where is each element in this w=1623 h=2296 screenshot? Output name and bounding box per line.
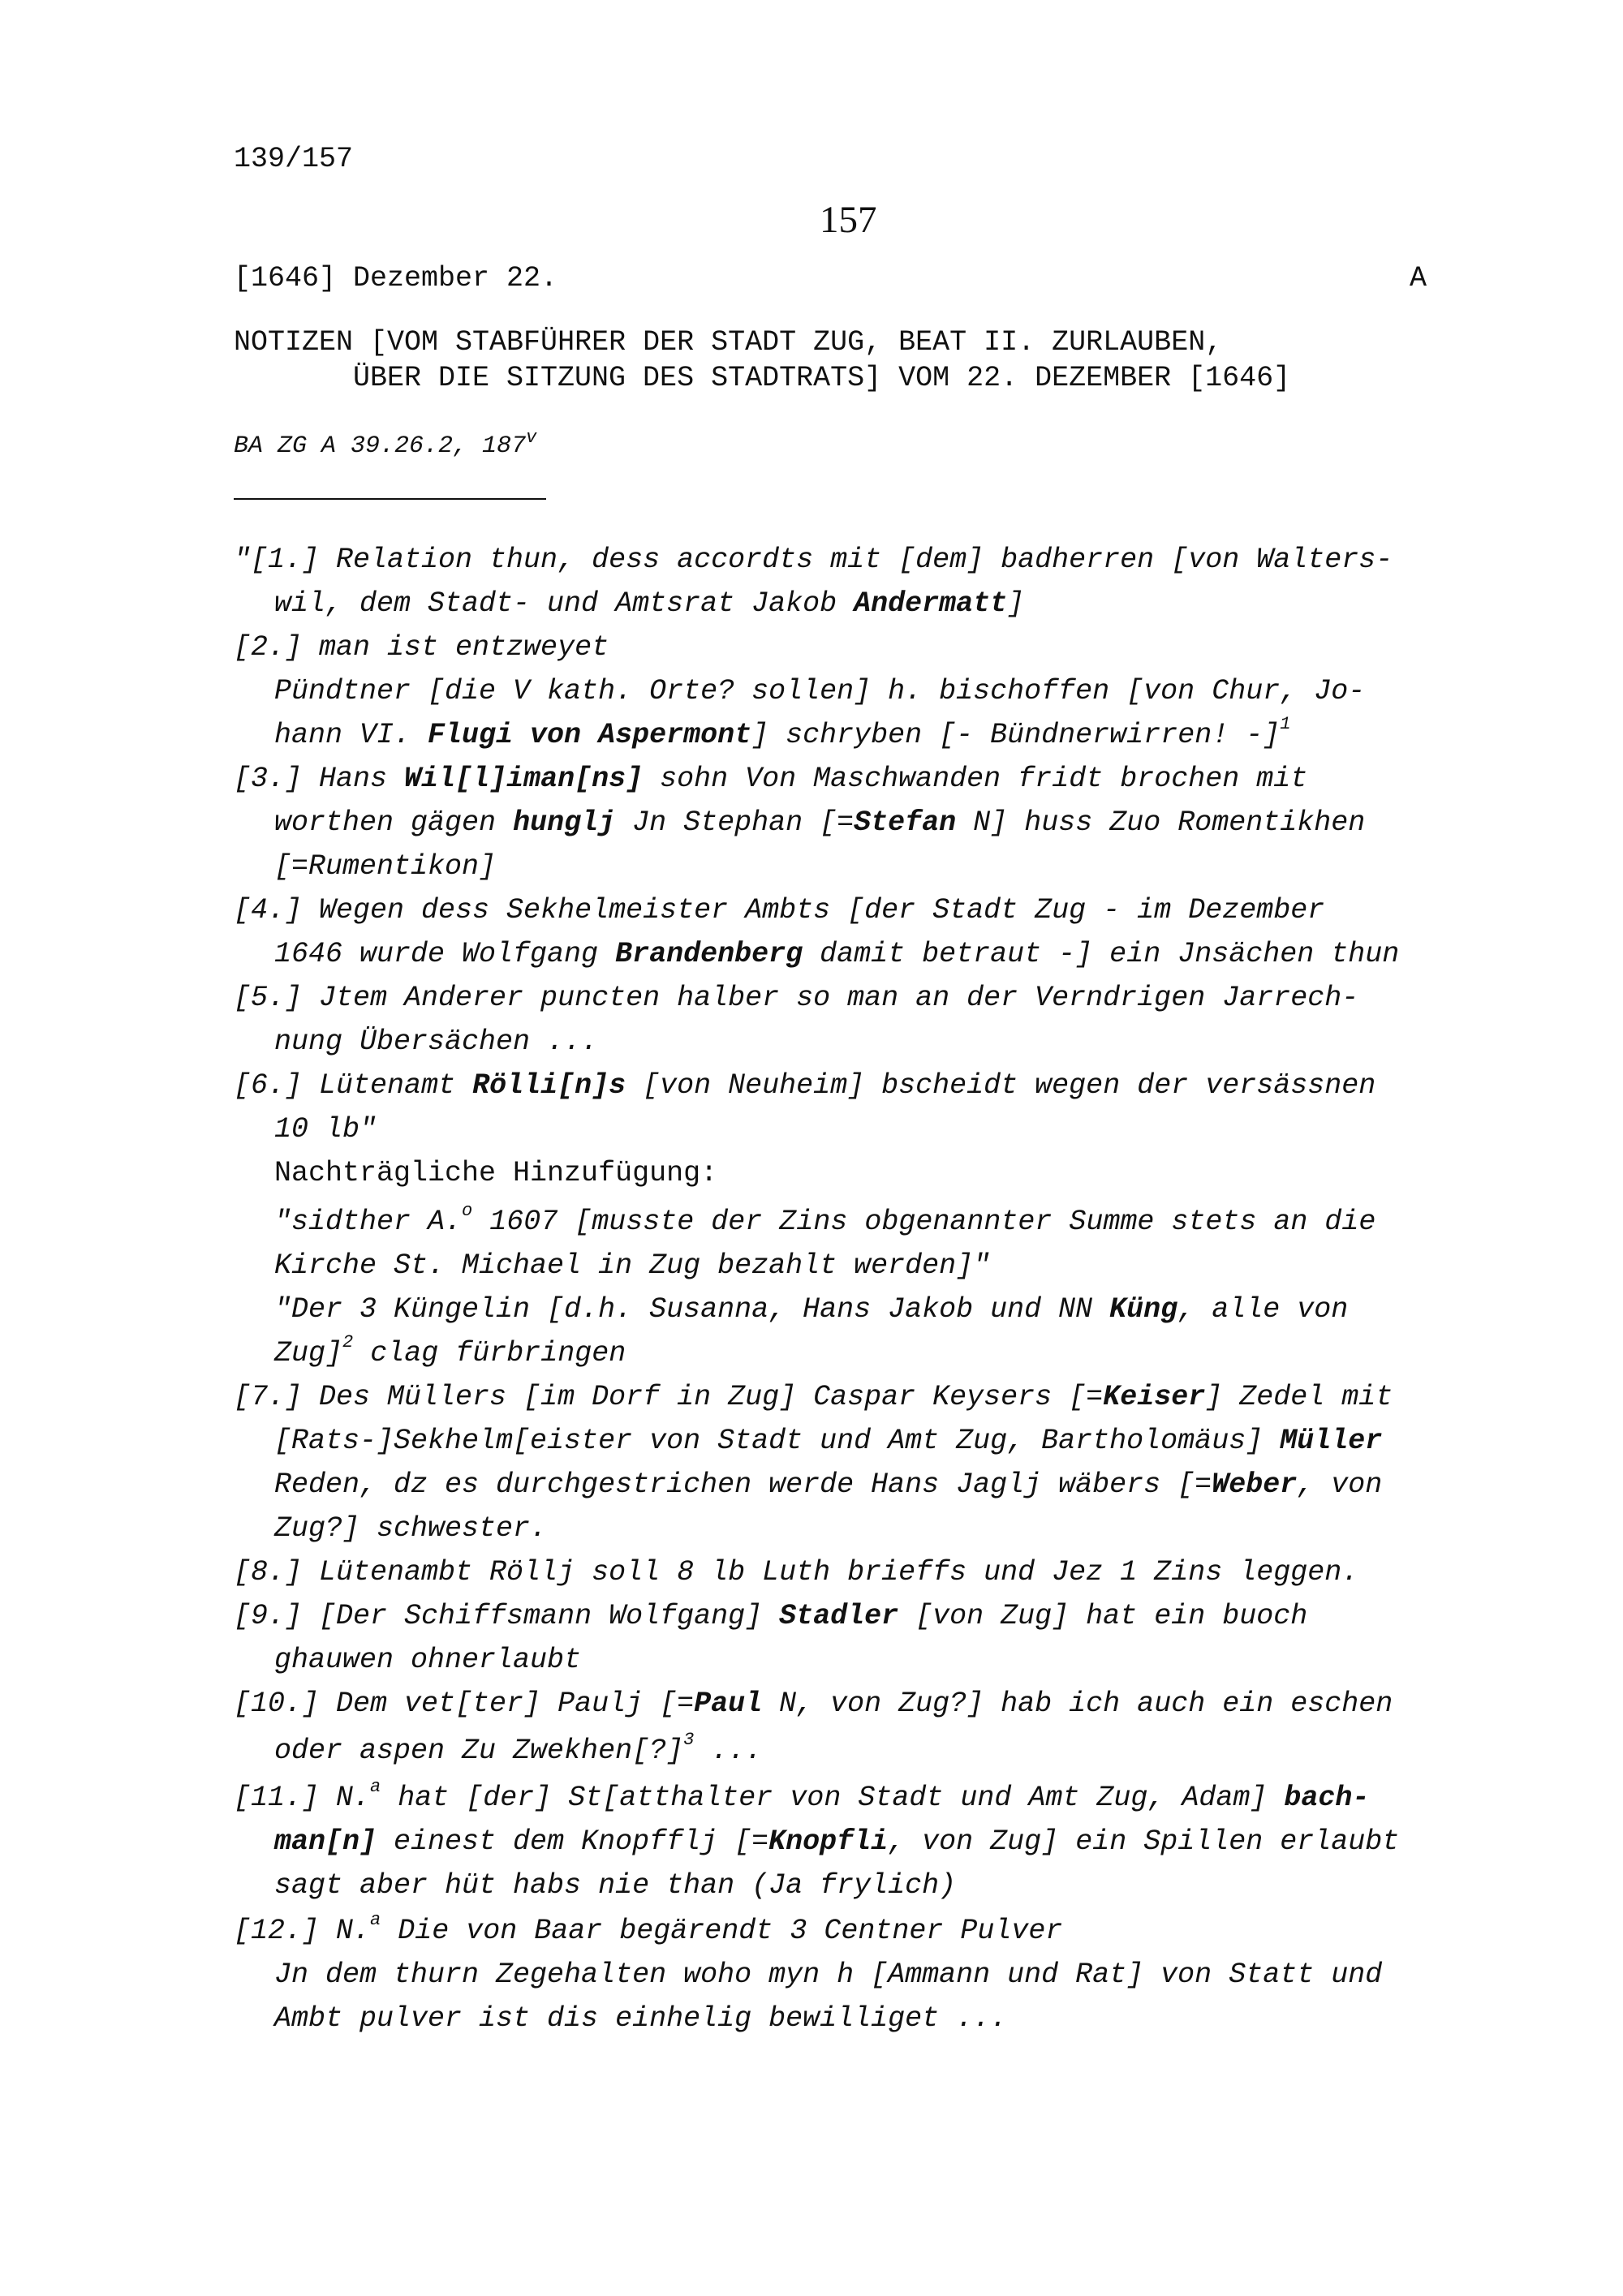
entry-5-line-2: nung Übersächen ... <box>274 1025 599 1058</box>
addition-line-2: Kirche St. Michael in Zug bezahlt werden]" <box>274 1249 991 1282</box>
entry-7-line-1: [7.] Des Müllers [im Dorf in Zug] Caspar Keysers [=Keiser] Zedel mit <box>234 1381 1393 1413</box>
entry-9-line-1: [9.] [Der Schiffsmann Wolfgang] Stadler [von Zug] hat ein buoch <box>234 1600 1308 1632</box>
addition-line-3: "Der 3 Küngelin [d.h. Susanna, Hans Jakob und NN Küng, alle von <box>274 1293 1349 1326</box>
entry-6-line-2: 10 lb" <box>274 1113 377 1146</box>
entry-7-line-3: Reden, dz es durchgestrichen werde Hans Jaglj wäbers [=Weber, von <box>274 1468 1383 1501</box>
entry-2-line-3: hann VI. Flugi von Aspermont] schryben [- Bündnerwirren! -]$^1$ <box>274 714 1291 751</box>
entry-10-line-2: oder aspen Zu Zwekhen[?]$^3$ ... <box>274 1730 763 1767</box>
entry-7-line-2: [Rats-]Sekhelm[eister von Stadt und Amt Zug, Bartholomäus] Müller <box>274 1425 1383 1457</box>
person-name-andermatt: Andermatt <box>854 587 1008 620</box>
entry-3-line-3: [=Rumentikon] <box>274 850 497 883</box>
entry-3-line-1: [3.] Hans Wil[l]iman[ns] sohn Von Maschwanden fridt brochen mit <box>234 763 1308 795</box>
entry-5-line-1: [5.] Jtem Anderer puncten halber so man an der Verndrigen Jarrech- <box>234 982 1359 1014</box>
entry-4-line-1: [4.] Wegen dess Sekhelmeister Ambts [der Stadt Zug - im Dezember <box>234 894 1325 927</box>
entry-3-line-2: worthen gägen hunglj Jn Stephan [=Stefan N] huss Zuo Romentikhen <box>274 806 1366 839</box>
footnote-marker-3: 3 <box>683 1730 695 1750</box>
date-line: [1646] Dezember 22. <box>234 262 558 295</box>
entry-12-line-3: Ambt pulver ist dis einhelig bewilliget ... <box>274 2002 1008 2035</box>
title-line-2: ÜBER DIE SITZUNG DES STADTRATS] VOM 22. DEZEMBER [1646] <box>353 362 1291 394</box>
entry-7-line-4: Zug?] schwester. <box>274 1512 548 1545</box>
entry-12-line-2: Jn dem thurn Zegehalten woho myn h [Ammann und Rat] von Statt und <box>274 1958 1383 1991</box>
entry-12-line-1: [12.] N.$^a$ Die von Baar begärendt 3 Centner Pulver <box>234 1910 1063 1947</box>
separator-rule <box>234 498 546 500</box>
footnote-marker-2: 2 <box>342 1332 354 1352</box>
entry-10-line-1: [10.] Dem vet[ter] Paulj [=Paul N, von Zug?] hab ich auch ein eschen <box>234 1688 1393 1720</box>
entry-2-line-1: [2.] man ist entzweyet <box>234 631 609 664</box>
entry-2-line-2: Pündtner [die V kath. Orte? sollen] h. bischoffen [von Chur, Jo- <box>274 675 1366 707</box>
addition-line-1: "sidther A.$^o$ 1607 [musste der Zins obgenannter Summe stets an die <box>274 1201 1376 1238</box>
page-reference: 139/157 <box>234 143 354 175</box>
entry-11-line-3: sagt aber hüt habs nie than (Ja frylich) <box>274 1869 957 1902</box>
source-reference: BA ZG A 39.26.2, 187$^v$ <box>234 428 537 460</box>
entry-11-line-2: man[n] einest dem Knopfflj [=Knopfli, von Zug] ein Spillen erlaubt <box>274 1825 1400 1858</box>
addition-note-label: Nachträgliche Hinzufügung: <box>274 1157 718 1189</box>
entry-4-line-2: 1646 wurde Wolfgang Brandenberg damit betraut -] ein Jnsächen thun <box>274 938 1400 970</box>
entry-1-line-1: "[1.] Relation thun, dess accordts mit [dem] badherren [von Walters- <box>234 544 1393 576</box>
entry-1-line-2: wil, dem Stadt- und Amtsrat Jakob Andermatt] <box>274 587 1025 620</box>
footnote-marker-1: 1 <box>1280 714 1291 734</box>
addition-line-4: Zug]$^2$ clag fürbringen <box>274 1332 626 1369</box>
entry-6-line-1: [6.] Lütenamt Rölli[n]s [von Neuheim] bscheidt wegen der versässnen <box>234 1069 1376 1102</box>
entry-11-line-1: [11.] N.$^a$ hat [der] St[atthalter von Stadt und Amt Zug, Adam] bach- <box>234 1777 1370 1814</box>
entry-8-line-1: [8.] Lütenambt Röllj soll 8 lb Luth brieffs und Jez 1 Zins leggen. <box>234 1556 1359 1589</box>
document-number: 157 <box>820 199 877 241</box>
entry-9-line-2: ghauwen ohnerlaubt <box>274 1644 582 1676</box>
title-line-1: NOTIZEN [VOM STABFÜHRER DER STADT ZUG, BEAT II. ZURLAUBEN, <box>234 326 1223 359</box>
archive-marker: A <box>1410 262 1427 295</box>
